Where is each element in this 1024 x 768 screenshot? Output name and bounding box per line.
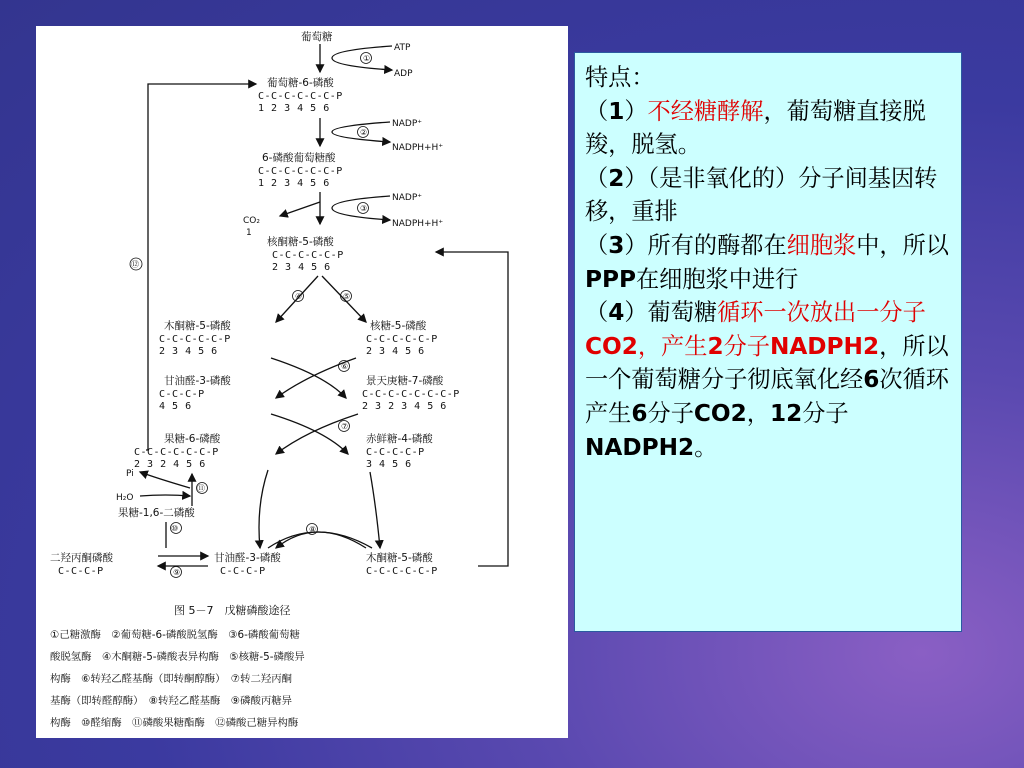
step-5-label: ⑤ bbox=[343, 292, 351, 301]
p1-open: （ bbox=[585, 97, 609, 125]
e4p-carbon-numbers: 3 4 5 6 bbox=[366, 459, 412, 470]
note-point-4 bbox=[585, 296, 951, 464]
step-2-label: ② bbox=[360, 128, 368, 137]
p2-num: 2 bbox=[608, 164, 625, 192]
r5p-carbon-chain: C-C-C-C-C-P bbox=[366, 334, 438, 345]
arrow-h2o-input bbox=[140, 495, 190, 496]
p4-num: 4 bbox=[608, 299, 625, 327]
p4-text-b: ，所以一个葡萄糖分子彻底氧化经 bbox=[585, 332, 949, 394]
arrow-f6p-ga3p bbox=[259, 470, 268, 548]
cofactor-nadp-2: NADP⁺ bbox=[392, 193, 422, 203]
pentose-phosphate-pathway-figure bbox=[36, 26, 568, 738]
p4-highlight-a: 循环一次放出一分子 bbox=[717, 299, 926, 327]
p2-open: （ bbox=[585, 164, 609, 192]
p4-nadph: NADPH2 bbox=[585, 433, 695, 461]
f6p-carbon-numbers: 2 3 2 4 5 6 bbox=[134, 459, 206, 470]
p4-six-2: 6 bbox=[631, 399, 648, 427]
ga3p2-carbon-chain: C-C-C-P bbox=[220, 566, 266, 577]
6pg-carbon-numbers: 1 2 3 4 5 6 bbox=[258, 178, 330, 189]
p3-num: 3 bbox=[608, 231, 625, 259]
note-point-2 bbox=[585, 162, 951, 229]
6pg-carbon-chain: C-C-C-C-C-C-P bbox=[258, 166, 343, 177]
compound-ribose-5-phosphate: 核糖-5-磷酸 bbox=[370, 320, 427, 332]
compound-xylulose-5-phosphate: 木酮糖-5-磷酸 bbox=[164, 320, 231, 332]
arrow-xu5p-ru5p-loop bbox=[436, 252, 508, 566]
p4-text-c: 次循环产生 bbox=[585, 366, 949, 427]
compound-g6p: 葡萄糖-6-磷酸 bbox=[267, 77, 334, 89]
step-12-label: ⑫ bbox=[131, 260, 139, 269]
xu5p2-carbon-chain: C-C-C-C-C-P bbox=[366, 566, 438, 577]
compound-sedoheptulose-7-phosphate: 景天庚糖-7-磷酸 bbox=[366, 375, 444, 387]
p1-rest: ，葡萄糖直接脱羧，脱氢。 bbox=[585, 97, 926, 159]
p3-highlight: 细胞浆 bbox=[786, 231, 857, 259]
legend-line-5: 构酶 ⑩醛缩酶 ⑪磷酸果糖酯酶 ⑫磷酸己糖异构酶 bbox=[50, 717, 299, 729]
step-6-label: ⑥ bbox=[341, 362, 349, 371]
step-10-label: ⑩ bbox=[171, 524, 179, 533]
step-1-label: ① bbox=[363, 54, 371, 63]
step-8-label: ⑧ bbox=[309, 525, 317, 534]
cofactor-co2: CO₂ bbox=[243, 216, 260, 226]
p4-period: 。 bbox=[694, 433, 718, 461]
features-note-box bbox=[574, 52, 962, 632]
compound-fructose-6-phosphate: 果糖-6-磷酸 bbox=[164, 433, 221, 445]
p1-close: ） bbox=[624, 97, 648, 125]
note-point-1 bbox=[585, 95, 951, 162]
p3-open: （ bbox=[585, 231, 609, 259]
p1-num: 1 bbox=[608, 97, 625, 125]
step-3-label: ③ bbox=[360, 204, 368, 213]
ru5p-carbon-chain: C-C-C-C-C-P bbox=[272, 250, 344, 261]
legend-line-3: 构酶 ⑥转羟乙醛基酶（即转酮醇酶） ⑦转二羟丙酮 bbox=[50, 673, 293, 685]
step-7-label: ⑦ bbox=[341, 422, 349, 431]
cofactor-pi: Pi bbox=[126, 469, 134, 479]
p4-highlight-co2: CO2 bbox=[585, 332, 638, 360]
cofactor-nadp-1: NADP⁺ bbox=[392, 119, 422, 129]
s7p-carbon-numbers: 2 3 2 3 4 5 6 bbox=[362, 401, 447, 412]
p4-co2: CO2 bbox=[693, 399, 747, 427]
p3-text-c: 在细胞浆中进行 bbox=[635, 265, 799, 293]
compound-glucose: 葡萄糖 bbox=[301, 31, 333, 43]
s7p-carbon-chain: C-C-C-C-C-C-C-P bbox=[362, 389, 460, 400]
notes-heading-text: 特点： bbox=[585, 64, 655, 91]
p2-rest: ）（是非氧化的）分子间基因转移，重排 bbox=[585, 164, 938, 226]
notes-heading bbox=[585, 61, 951, 95]
compound-ribulose-5-phosphate: 核酮糖-5-磷酸 bbox=[267, 236, 334, 248]
p4-six: 6 bbox=[863, 366, 880, 394]
co2-carbon-number: 1 bbox=[246, 228, 252, 238]
p4-text-e: 分子 bbox=[802, 399, 849, 427]
p4-highlight-two: 2 bbox=[707, 332, 724, 360]
legend-line-4: 基酶（即转醛醇酶） ⑧转羟乙醛基酶 ⑨磷酸丙糖异 bbox=[50, 695, 293, 707]
arrow-co2-release bbox=[280, 202, 320, 216]
p4-highlight-b: ，产生 bbox=[637, 332, 708, 360]
compound-dihydroxyacetone-phosphate: 二羟丙酮磷酸 bbox=[50, 552, 113, 564]
xu5p-carbon-chain: C-C-C-C-C-P bbox=[159, 334, 231, 345]
p4-comma: ， bbox=[746, 399, 770, 427]
note-point-3 bbox=[585, 229, 951, 296]
p4-highlight-nadph: NADPH2 bbox=[769, 332, 880, 360]
p4-highlight-c: 分子 bbox=[723, 332, 770, 360]
arrow-xu5p-ga3p bbox=[276, 532, 366, 548]
ru5p-carbon-numbers: 2 3 4 5 6 bbox=[272, 262, 331, 273]
p3-text-b: 中，所以 bbox=[856, 231, 949, 259]
step-4-label: ④ bbox=[295, 292, 303, 301]
compound-6-phosphogluconate: 6-磷酸葡萄糖酸 bbox=[262, 152, 336, 164]
compound-glyceraldehyde-3-phosphate: 甘油醛-3-磷酸 bbox=[164, 375, 231, 387]
arrow-ga3p-xu5p bbox=[268, 532, 372, 548]
p3-text-a: ）所有的酶都在 bbox=[624, 231, 787, 259]
compound-erythrose-4-phosphate: 赤鲜糖-4-磷酸 bbox=[366, 433, 433, 445]
g6p-carbon-chain: C-C-C-C-C-C-P bbox=[258, 91, 343, 102]
dhap-carbon-chain: C-C-C-P bbox=[58, 566, 104, 577]
ga3p-carbon-numbers: 4 5 6 bbox=[159, 401, 192, 412]
compound-fructose-1-6-bisphosphate: 果糖-1,6-二磷酸 bbox=[118, 507, 195, 519]
cofactor-adp: ADP bbox=[394, 69, 413, 79]
e4p-carbon-chain: C-C-C-C-P bbox=[366, 447, 425, 458]
cofactor-h2o: H₂O bbox=[116, 493, 134, 503]
p4-twelve: 12 bbox=[769, 399, 803, 427]
compound-glyceraldehyde-3-phosphate-2: 甘油醛-3-磷酸 bbox=[214, 552, 281, 564]
f6p-carbon-chain: C-C-C-C-C-C-P bbox=[134, 447, 219, 458]
step-11-label: ⑪ bbox=[197, 484, 205, 493]
p4-text-a: ）葡萄糖 bbox=[624, 299, 718, 327]
step-9-label: ⑨ bbox=[173, 568, 181, 577]
compound-xylulose-5-phosphate-2: 木酮糖-5-磷酸 bbox=[366, 552, 433, 564]
pathway-diagram bbox=[36, 26, 568, 738]
cofactor-nadph-2: NADPH+H⁺ bbox=[392, 219, 444, 229]
g6p-carbon-numbers: 1 2 3 4 5 6 bbox=[258, 103, 330, 114]
p4-open: （ bbox=[585, 299, 609, 327]
p1-highlight: 不经糖酵解 bbox=[647, 97, 764, 125]
arrow-atp-adp bbox=[332, 46, 392, 70]
legend-line-1: ①己糖激酶 ②葡萄糖-6-磷酸脱氢酶 ③6-磷酸葡萄糖 bbox=[50, 629, 300, 641]
cofactor-nadph-1: NADPH+H⁺ bbox=[392, 143, 444, 153]
p4-text-d: 分子 bbox=[647, 399, 694, 427]
xu5p-carbon-numbers: 2 3 4 5 6 bbox=[159, 346, 218, 357]
legend-line-2: 酸脱氢酶 ④木酮糖-5-磷酸表异构酶 ⑤核糖-5-磷酸异 bbox=[50, 651, 305, 663]
arrow-e4p-xu5p bbox=[370, 472, 380, 548]
ga3p-carbon-chain: C-C-C-P bbox=[159, 389, 205, 400]
figure-caption: 图 5－7 戊糖磷酸途径 bbox=[174, 604, 291, 617]
p3-ppp: PPP bbox=[585, 265, 636, 293]
cofactor-atp: ATP bbox=[394, 43, 411, 53]
arrow-pi-release bbox=[140, 472, 190, 488]
r5p-carbon-numbers: 2 3 4 5 6 bbox=[366, 346, 425, 357]
